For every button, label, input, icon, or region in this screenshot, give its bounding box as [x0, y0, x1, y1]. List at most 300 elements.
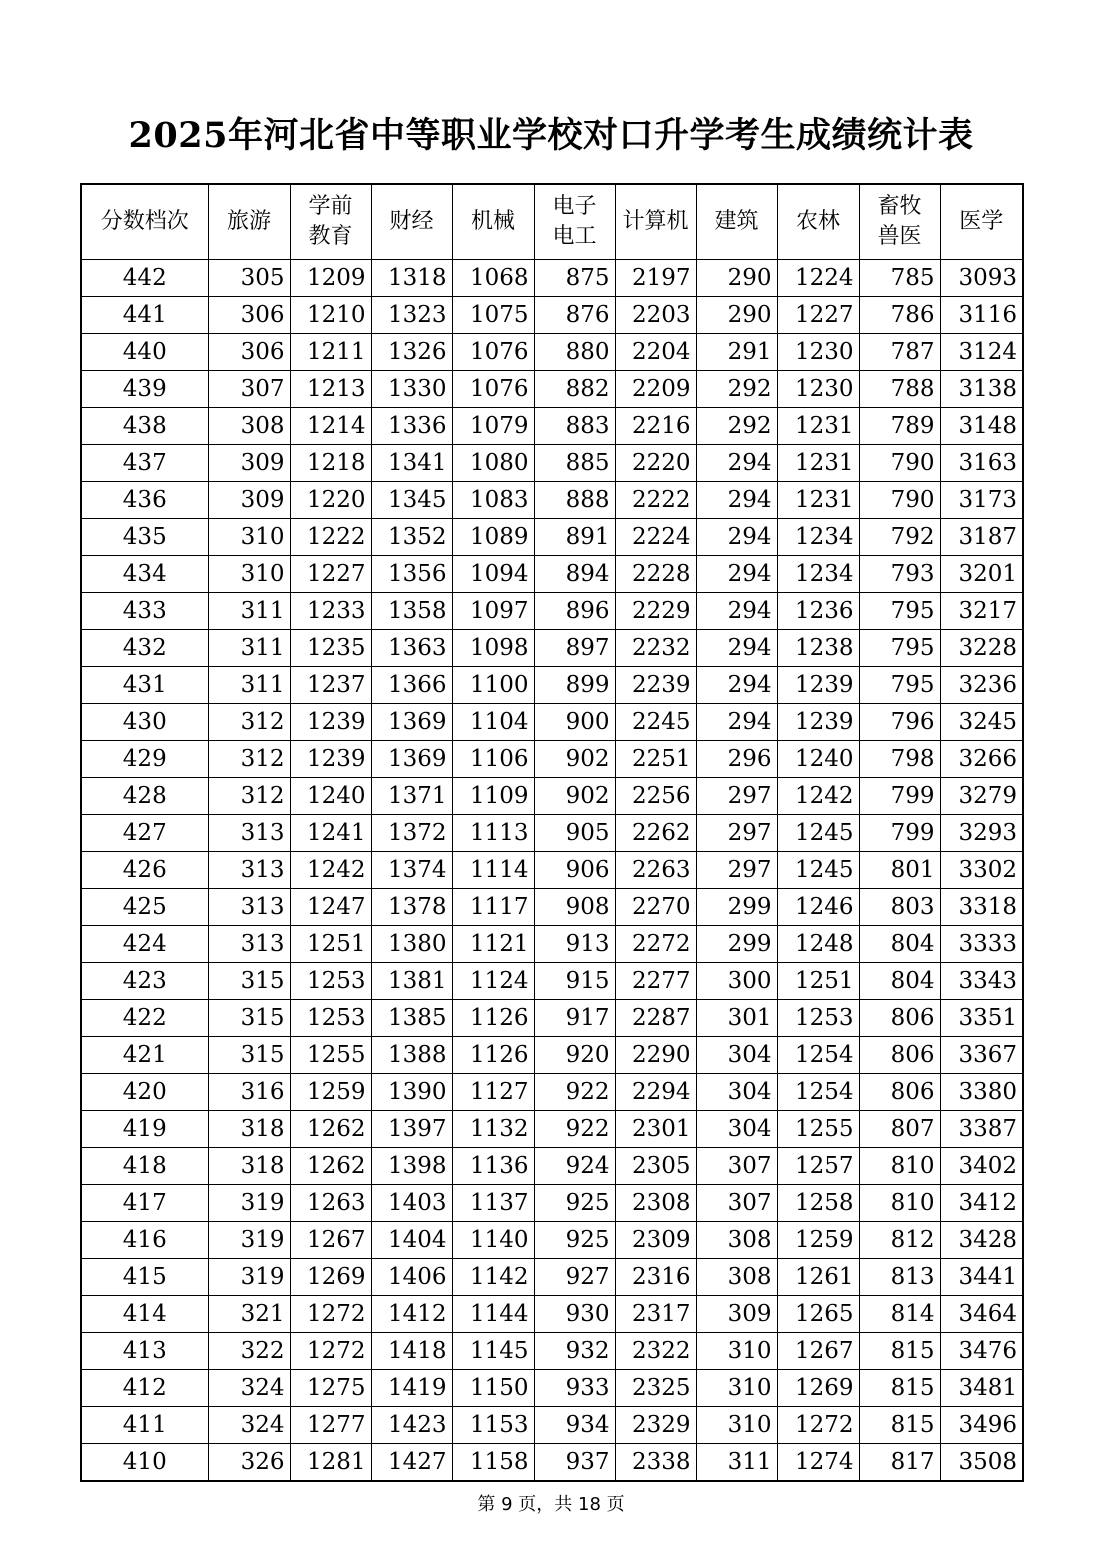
rank-cell: 1211 — [290, 334, 371, 371]
table-row — [81, 1148, 1023, 1185]
rank-cell: 292 — [696, 371, 777, 408]
rank-cell: 806 — [859, 1074, 940, 1111]
rank-cell: 1238 — [777, 630, 859, 667]
rank-cell: 815 — [859, 1370, 940, 1407]
rank-cell: 1265 — [777, 1296, 859, 1333]
rank-cell: 309 — [208, 445, 290, 482]
rank-cell: 1239 — [777, 667, 859, 704]
score-cell: 424 — [81, 926, 208, 963]
score-cell: 437 — [81, 445, 208, 482]
rank-cell: 1330 — [371, 371, 452, 408]
rank-cell: 2262 — [615, 815, 696, 852]
rank-cell: 902 — [534, 741, 615, 778]
rank-cell: 1336 — [371, 408, 452, 445]
rank-cell: 3148 — [940, 408, 1023, 445]
rank-cell: 326 — [208, 1444, 290, 1482]
rank-cell: 1398 — [371, 1148, 452, 1185]
rank-cell: 1227 — [777, 297, 859, 334]
rank-cell: 291 — [696, 334, 777, 371]
score-cell: 410 — [81, 1444, 208, 1482]
rank-cell: 3302 — [940, 852, 1023, 889]
rank-cell: 308 — [696, 1259, 777, 1296]
rank-cell: 3333 — [940, 926, 1023, 963]
rank-cell: 1089 — [452, 519, 534, 556]
rank-cell: 294 — [696, 593, 777, 630]
table-row — [81, 1037, 1023, 1074]
rank-cell: 1253 — [290, 1000, 371, 1037]
rank-cell: 315 — [208, 1037, 290, 1074]
rank-cell: 2228 — [615, 556, 696, 593]
rank-cell: 927 — [534, 1259, 615, 1296]
rank-cell: 792 — [859, 519, 940, 556]
score-cell: 419 — [81, 1111, 208, 1148]
rank-cell: 1372 — [371, 815, 452, 852]
rank-cell: 2329 — [615, 1407, 696, 1444]
rank-cell: 922 — [534, 1111, 615, 1148]
table-row — [81, 1074, 1023, 1111]
rank-cell: 812 — [859, 1222, 940, 1259]
rank-cell: 1259 — [290, 1074, 371, 1111]
rank-cell: 321 — [208, 1296, 290, 1333]
rank-cell: 311 — [696, 1444, 777, 1482]
column-header: 机械 — [452, 184, 534, 260]
rank-cell: 1213 — [290, 371, 371, 408]
rank-cell: 908 — [534, 889, 615, 926]
rank-cell: 2290 — [615, 1037, 696, 1074]
rank-cell: 3187 — [940, 519, 1023, 556]
rank-cell: 307 — [208, 371, 290, 408]
rank-cell: 1106 — [452, 741, 534, 778]
table-row — [81, 445, 1023, 482]
table-row — [81, 1185, 1023, 1222]
score-cell: 422 — [81, 1000, 208, 1037]
rank-cell: 2256 — [615, 778, 696, 815]
rank-cell: 1366 — [371, 667, 452, 704]
rank-cell: 803 — [859, 889, 940, 926]
rank-cell: 2270 — [615, 889, 696, 926]
rank-cell: 1257 — [777, 1148, 859, 1185]
rank-cell: 2239 — [615, 667, 696, 704]
rank-cell: 319 — [208, 1222, 290, 1259]
rank-cell: 1404 — [371, 1222, 452, 1259]
rank-cell: 3245 — [940, 704, 1023, 741]
rank-cell: 308 — [208, 408, 290, 445]
rank-cell: 799 — [859, 778, 940, 815]
rank-cell: 2224 — [615, 519, 696, 556]
rank-cell: 1262 — [290, 1111, 371, 1148]
score-cell: 415 — [81, 1259, 208, 1296]
rank-cell: 3412 — [940, 1185, 1023, 1222]
rank-cell: 1239 — [777, 704, 859, 741]
rank-cell: 296 — [696, 741, 777, 778]
rank-cell: 313 — [208, 889, 290, 926]
table-row — [81, 1259, 1023, 1296]
rank-cell: 883 — [534, 408, 615, 445]
rank-cell: 3508 — [940, 1444, 1023, 1482]
rank-cell: 322 — [208, 1333, 290, 1370]
rank-cell: 308 — [696, 1222, 777, 1259]
rank-cell: 3217 — [940, 593, 1023, 630]
table-row — [81, 334, 1023, 371]
rank-cell: 1263 — [290, 1185, 371, 1222]
rank-cell: 1240 — [777, 741, 859, 778]
score-cell: 412 — [81, 1370, 208, 1407]
column-header: 计算机 — [615, 184, 696, 260]
rank-cell: 290 — [696, 260, 777, 297]
score-cell: 440 — [81, 334, 208, 371]
rank-cell: 804 — [859, 963, 940, 1000]
page-title: 2025年河北省中等职业学校对口升学考生成绩统计表 — [128, 115, 974, 156]
rank-cell: 1390 — [371, 1074, 452, 1111]
rank-cell: 1098 — [452, 630, 534, 667]
rank-cell: 793 — [859, 556, 940, 593]
rank-cell: 1126 — [452, 1037, 534, 1074]
rank-cell: 806 — [859, 1037, 940, 1074]
rank-cell: 789 — [859, 408, 940, 445]
rank-cell: 3351 — [940, 1000, 1023, 1037]
rank-cell: 1145 — [452, 1333, 534, 1370]
rank-cell: 933 — [534, 1370, 615, 1407]
rank-cell: 316 — [208, 1074, 290, 1111]
rank-cell: 1227 — [290, 556, 371, 593]
rank-cell: 3343 — [940, 963, 1023, 1000]
rank-cell: 2316 — [615, 1259, 696, 1296]
rank-cell: 920 — [534, 1037, 615, 1074]
rank-cell: 3236 — [940, 667, 1023, 704]
rank-cell: 1258 — [777, 1185, 859, 1222]
rank-cell: 309 — [696, 1296, 777, 1333]
rank-cell: 1234 — [777, 556, 859, 593]
score-cell: 431 — [81, 667, 208, 704]
score-cell: 413 — [81, 1333, 208, 1370]
rank-cell: 290 — [696, 297, 777, 334]
rank-cell: 1418 — [371, 1333, 452, 1370]
rank-cell: 1253 — [290, 963, 371, 1000]
rank-cell: 304 — [696, 1074, 777, 1111]
rank-cell: 1259 — [777, 1222, 859, 1259]
score-cell: 418 — [81, 1148, 208, 1185]
score-cell: 430 — [81, 704, 208, 741]
rank-cell: 304 — [696, 1111, 777, 1148]
rank-cell: 894 — [534, 556, 615, 593]
column-header: 财经 — [371, 184, 452, 260]
score-cell: 421 — [81, 1037, 208, 1074]
rank-cell: 2287 — [615, 1000, 696, 1037]
table-row — [81, 1444, 1023, 1482]
column-header: 农林 — [777, 184, 859, 260]
rank-cell: 810 — [859, 1185, 940, 1222]
rank-cell: 1230 — [777, 371, 859, 408]
rank-cell: 1222 — [290, 519, 371, 556]
rank-cell: 1140 — [452, 1222, 534, 1259]
rank-cell: 1381 — [371, 963, 452, 1000]
column-header: 畜牧 兽医 — [859, 184, 940, 260]
rank-cell: 2338 — [615, 1444, 696, 1482]
rank-cell: 318 — [208, 1111, 290, 1148]
table-row — [81, 1370, 1023, 1407]
table-row — [81, 260, 1023, 297]
rank-cell: 2308 — [615, 1185, 696, 1222]
rank-cell: 1109 — [452, 778, 534, 815]
rank-cell: 1132 — [452, 1111, 534, 1148]
rank-cell: 915 — [534, 963, 615, 1000]
rank-cell: 1254 — [777, 1037, 859, 1074]
rank-cell: 788 — [859, 371, 940, 408]
rank-cell: 1142 — [452, 1259, 534, 1296]
rank-cell: 307 — [696, 1148, 777, 1185]
rank-cell: 906 — [534, 852, 615, 889]
rank-cell: 922 — [534, 1074, 615, 1111]
column-header: 电子 电工 — [534, 184, 615, 260]
rank-cell: 2216 — [615, 408, 696, 445]
rank-cell: 315 — [208, 963, 290, 1000]
rank-cell: 3496 — [940, 1407, 1023, 1444]
rank-cell: 292 — [696, 408, 777, 445]
rank-cell: 2305 — [615, 1148, 696, 1185]
rank-cell: 897 — [534, 630, 615, 667]
rank-cell: 1137 — [452, 1185, 534, 1222]
rank-cell: 804 — [859, 926, 940, 963]
table-row — [81, 1333, 1023, 1370]
rank-cell: 310 — [208, 519, 290, 556]
column-header: 建筑 — [696, 184, 777, 260]
rank-cell: 814 — [859, 1296, 940, 1333]
rank-cell: 3464 — [940, 1296, 1023, 1333]
rank-cell: 1218 — [290, 445, 371, 482]
rank-cell: 311 — [208, 593, 290, 630]
rank-cell: 3476 — [940, 1333, 1023, 1370]
score-cell: 425 — [81, 889, 208, 926]
rank-cell: 1371 — [371, 778, 452, 815]
rank-cell: 310 — [696, 1370, 777, 1407]
rank-cell: 1255 — [290, 1037, 371, 1074]
rank-cell: 2197 — [615, 260, 696, 297]
rank-cell: 1158 — [452, 1444, 534, 1482]
rank-cell: 932 — [534, 1333, 615, 1370]
rank-cell: 1363 — [371, 630, 452, 667]
rank-cell: 3293 — [940, 815, 1023, 852]
rank-cell: 799 — [859, 815, 940, 852]
table-row — [81, 297, 1023, 334]
rank-cell: 2317 — [615, 1296, 696, 1333]
rank-cell: 313 — [208, 852, 290, 889]
rank-cell: 3441 — [940, 1259, 1023, 1296]
rank-cell: 2220 — [615, 445, 696, 482]
rank-cell: 795 — [859, 593, 940, 630]
rank-cell: 297 — [696, 778, 777, 815]
rank-cell: 1269 — [777, 1370, 859, 1407]
rank-cell: 888 — [534, 482, 615, 519]
rank-cell: 1239 — [290, 704, 371, 741]
rank-cell: 1248 — [777, 926, 859, 963]
rank-cell: 1136 — [452, 1148, 534, 1185]
rank-cell: 1100 — [452, 667, 534, 704]
rank-cell: 801 — [859, 852, 940, 889]
rank-cell: 3367 — [940, 1037, 1023, 1074]
rank-cell: 1369 — [371, 704, 452, 741]
rank-cell: 294 — [696, 482, 777, 519]
rank-cell: 810 — [859, 1148, 940, 1185]
rank-cell: 876 — [534, 297, 615, 334]
rank-cell: 315 — [208, 1000, 290, 1037]
rank-cell: 1235 — [290, 630, 371, 667]
rank-cell: 1318 — [371, 260, 452, 297]
table-row — [81, 852, 1023, 889]
rank-cell: 2277 — [615, 963, 696, 1000]
rank-cell: 795 — [859, 667, 940, 704]
column-header: 学前 教育 — [290, 184, 371, 260]
rank-cell: 1126 — [452, 1000, 534, 1037]
rank-cell: 2209 — [615, 371, 696, 408]
score-cell: 433 — [81, 593, 208, 630]
rank-cell: 1245 — [777, 852, 859, 889]
rank-cell: 304 — [696, 1037, 777, 1074]
rank-cell: 2251 — [615, 741, 696, 778]
rank-cell: 1068 — [452, 260, 534, 297]
column-header: 医学 — [940, 184, 1023, 260]
rank-cell: 1388 — [371, 1037, 452, 1074]
rank-cell: 1272 — [290, 1333, 371, 1370]
rank-cell: 1076 — [452, 334, 534, 371]
rank-cell: 294 — [696, 630, 777, 667]
rank-cell: 1272 — [290, 1296, 371, 1333]
rank-cell: 3428 — [940, 1222, 1023, 1259]
rank-cell: 1412 — [371, 1296, 452, 1333]
table-row — [81, 519, 1023, 556]
table-row — [81, 1000, 1023, 1037]
rank-cell: 1245 — [777, 815, 859, 852]
rank-cell: 1240 — [290, 778, 371, 815]
rank-cell: 318 — [208, 1148, 290, 1185]
rank-cell: 297 — [696, 815, 777, 852]
score-cell: 441 — [81, 297, 208, 334]
rank-cell: 307 — [696, 1185, 777, 1222]
rank-cell: 1419 — [371, 1370, 452, 1407]
rank-cell: 1220 — [290, 482, 371, 519]
rank-cell: 3402 — [940, 1148, 1023, 1185]
rank-cell: 324 — [208, 1370, 290, 1407]
rank-cell: 319 — [208, 1185, 290, 1222]
rank-cell: 2325 — [615, 1370, 696, 1407]
rank-cell: 885 — [534, 445, 615, 482]
rank-cell: 2263 — [615, 852, 696, 889]
rank-cell: 309 — [208, 482, 290, 519]
table-row — [81, 1296, 1023, 1333]
table-row — [81, 667, 1023, 704]
rank-cell: 3380 — [940, 1074, 1023, 1111]
rank-cell: 1075 — [452, 297, 534, 334]
rank-cell: 913 — [534, 926, 615, 963]
rank-cell: 925 — [534, 1222, 615, 1259]
rank-cell: 896 — [534, 593, 615, 630]
rank-cell: 2245 — [615, 704, 696, 741]
rank-cell: 300 — [696, 963, 777, 1000]
score-cell: 423 — [81, 963, 208, 1000]
rank-cell: 294 — [696, 667, 777, 704]
rank-cell: 2229 — [615, 593, 696, 630]
rank-cell: 925 — [534, 1185, 615, 1222]
rank-cell: 891 — [534, 519, 615, 556]
rank-cell: 3173 — [940, 482, 1023, 519]
rank-cell: 1247 — [290, 889, 371, 926]
rank-cell: 299 — [696, 889, 777, 926]
rank-cell: 1079 — [452, 408, 534, 445]
table-row — [81, 630, 1023, 667]
rank-cell: 1210 — [290, 297, 371, 334]
rank-cell: 790 — [859, 482, 940, 519]
rank-cell: 1230 — [777, 334, 859, 371]
rank-cell: 3116 — [940, 297, 1023, 334]
rank-cell: 1144 — [452, 1296, 534, 1333]
rank-cell: 1097 — [452, 593, 534, 630]
rank-cell: 310 — [696, 1333, 777, 1370]
rank-cell: 1323 — [371, 297, 452, 334]
rank-cell: 1261 — [777, 1259, 859, 1296]
rank-cell: 3279 — [940, 778, 1023, 815]
rank-cell: 312 — [208, 704, 290, 741]
rank-cell: 1121 — [452, 926, 534, 963]
rank-cell: 1380 — [371, 926, 452, 963]
score-cell: 429 — [81, 741, 208, 778]
rank-cell: 813 — [859, 1259, 940, 1296]
table-row — [81, 889, 1023, 926]
rank-cell: 1080 — [452, 445, 534, 482]
rank-cell: 301 — [696, 1000, 777, 1037]
table-body — [81, 260, 1023, 1482]
table-row — [81, 482, 1023, 519]
rank-cell: 1242 — [290, 852, 371, 889]
rank-cell: 1427 — [371, 1444, 452, 1482]
rank-cell: 3266 — [940, 741, 1023, 778]
score-cell: 436 — [81, 482, 208, 519]
rank-cell: 1251 — [777, 963, 859, 1000]
rank-cell: 310 — [696, 1407, 777, 1444]
rank-cell: 785 — [859, 260, 940, 297]
rank-cell: 1083 — [452, 482, 534, 519]
table-row — [81, 556, 1023, 593]
rank-cell: 924 — [534, 1148, 615, 1185]
rank-cell: 817 — [859, 1444, 940, 1482]
rank-cell: 1246 — [777, 889, 859, 926]
rank-cell: 1374 — [371, 852, 452, 889]
rank-cell: 2272 — [615, 926, 696, 963]
rank-cell: 796 — [859, 704, 940, 741]
rank-cell: 312 — [208, 741, 290, 778]
rank-cell: 1209 — [290, 260, 371, 297]
table-row — [81, 815, 1023, 852]
score-cell: 428 — [81, 778, 208, 815]
rank-cell: 299 — [696, 926, 777, 963]
table-row — [81, 593, 1023, 630]
rank-cell: 807 — [859, 1111, 940, 1148]
rank-cell: 1423 — [371, 1407, 452, 1444]
rank-cell: 1251 — [290, 926, 371, 963]
rank-cell: 1114 — [452, 852, 534, 889]
rank-cell: 319 — [208, 1259, 290, 1296]
rank-cell: 3201 — [940, 556, 1023, 593]
rank-cell: 900 — [534, 704, 615, 741]
rank-cell: 1406 — [371, 1259, 452, 1296]
table-row — [81, 704, 1023, 741]
rank-cell: 1214 — [290, 408, 371, 445]
rank-cell: 1385 — [371, 1000, 452, 1037]
rank-cell: 294 — [696, 704, 777, 741]
table-row — [81, 963, 1023, 1000]
rank-cell: 1076 — [452, 371, 534, 408]
score-cell: 434 — [81, 556, 208, 593]
rank-cell: 1236 — [777, 593, 859, 630]
rank-cell: 1403 — [371, 1185, 452, 1222]
